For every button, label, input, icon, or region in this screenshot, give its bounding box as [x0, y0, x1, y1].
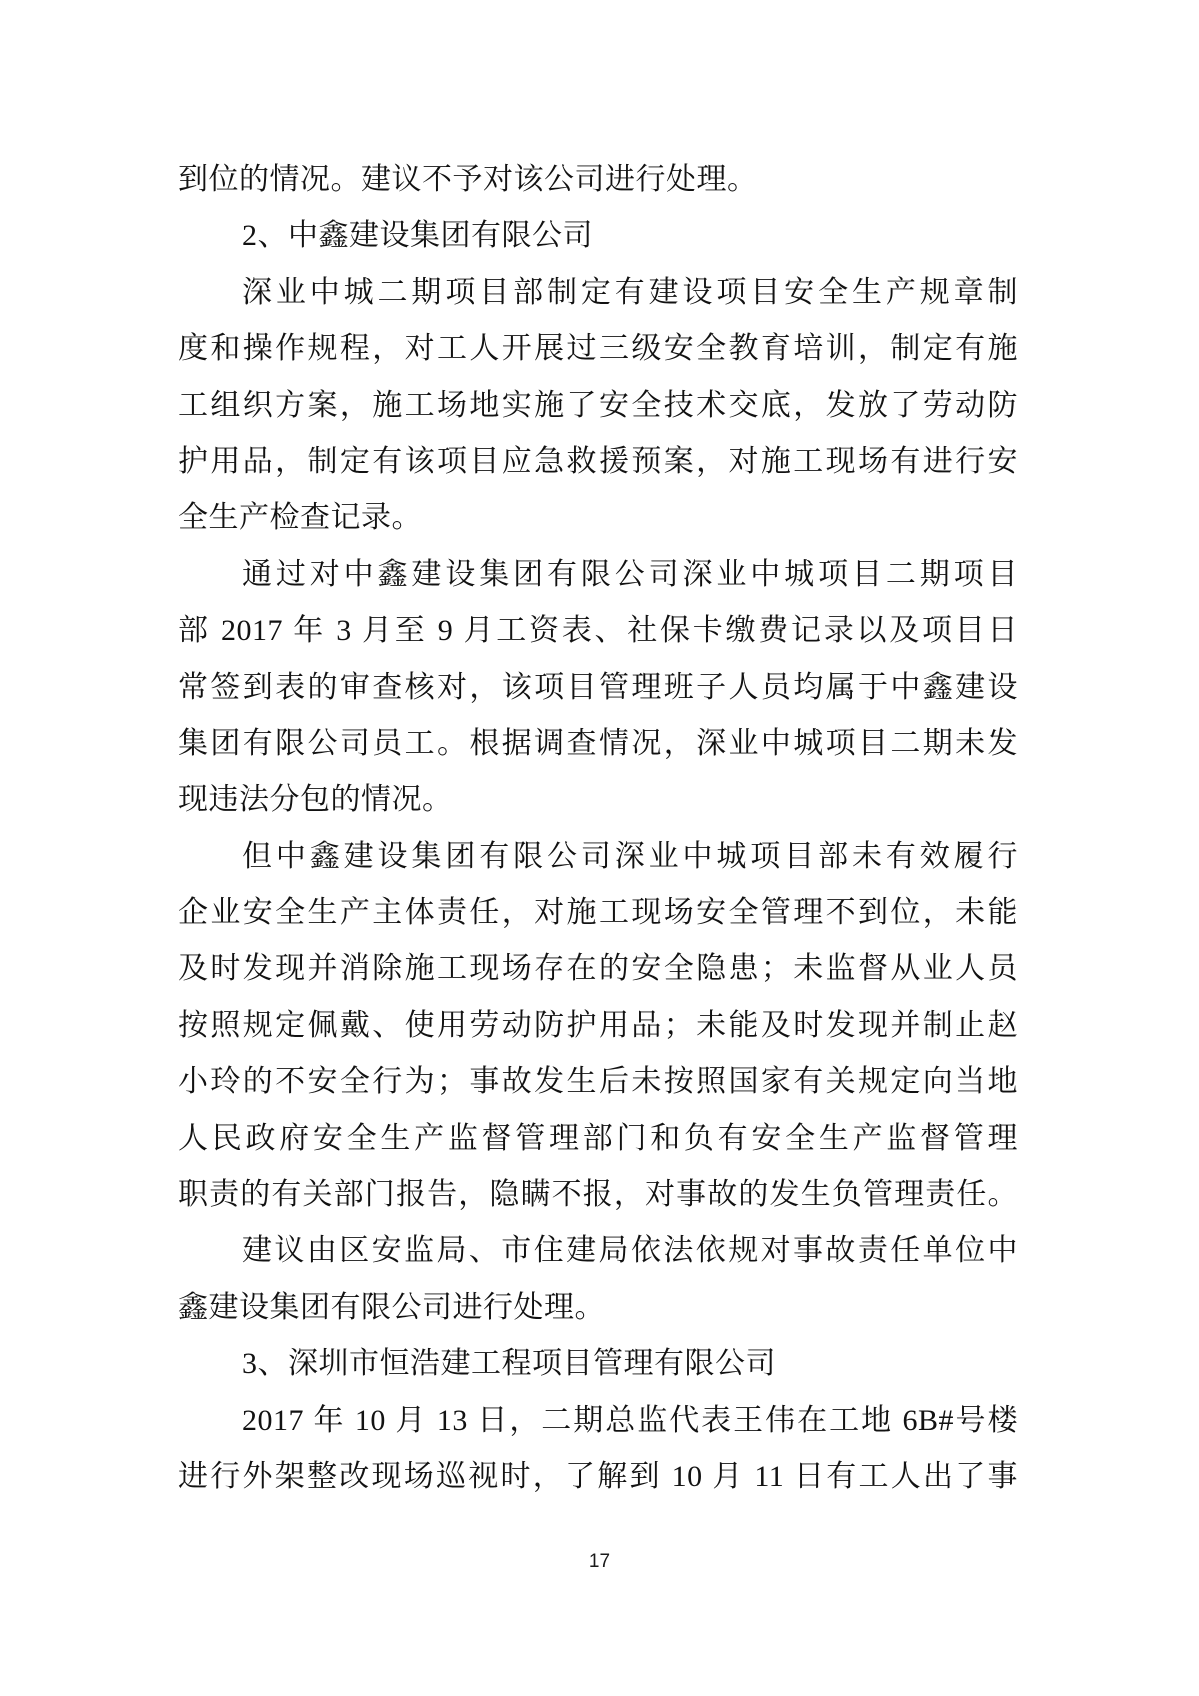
text-line: 度和操作规程，对工人开展过三级安全教育培训，制定有施 — [178, 332, 1018, 366]
text-line: 到位的情况。建议不予对该公司进行处理。 — [178, 163, 758, 196]
text-line: 进行外架整改现场巡视时，了解到 10 月 11 日有工人出了事 — [178, 1459, 1018, 1493]
text-line: 深业中城二期项目部制定有建设项目安全生产规章制 — [242, 275, 1018, 309]
text-line: 全生产检查记录。 — [178, 501, 422, 535]
text-line: 现违法分包的情况。 — [178, 783, 453, 817]
text-line: 通过对中鑫建设集团有限公司深业中城项目二期项目 — [242, 557, 1018, 591]
text-line: 集团有限公司员工。根据调查情况，深业中城项目二期未发 — [178, 726, 1018, 760]
page-number: 17 — [588, 1551, 611, 1572]
text-line: 常签到表的审查核对，该项目管理班子人员均属于中鑫建设 — [178, 670, 1018, 704]
text-line: 鑫建设集团有限公司进行处理。 — [178, 1290, 605, 1324]
text-line: 部 2017 年 3 月至 9 月工资表、社保卡缴费记录以及项目日 — [178, 614, 1018, 648]
text-line: 但中鑫建设集团有限公司深业中城项目部未有效履行 — [242, 839, 1018, 873]
text-line: 小玲的不安全行为；事故发生后未按照国家有关规定向当地 — [178, 1065, 1018, 1099]
text-line: 2017 年 10 月 13 日，二期总监代表王伟在工地 6B#号楼 — [242, 1403, 1018, 1437]
text-line: 护用品，制定有该项目应急救援预案，对施工现场有进行安 — [178, 444, 1018, 478]
body-text — [178, 152, 1018, 1505]
text-line: 职责的有关部门报告，隐瞒不报，对事故的发生负管理责任。 — [178, 1178, 1018, 1212]
text-line: 3、深圳市恒浩建工程项目管理有限公司 — [242, 1347, 776, 1381]
text-line: 2、中鑫建设集团有限公司 — [242, 219, 593, 253]
text-line: 建议由区安监局、市住建局依法依规对事故责任单位中 — [242, 1234, 1018, 1268]
text-line: 人民政府安全生产监督管理部门和负有安全生产监督管理 — [178, 1121, 1018, 1155]
text-line: 企业安全生产主体责任，对施工现场安全管理不到位，未能 — [178, 896, 1018, 930]
text-line: 及时发现并消除施工现场存在的安全隐患；未监督从业人员 — [178, 952, 1018, 986]
text-line: 按照规定佩戴、使用劳动防护用品；未能及时发现并制止赵 — [178, 1008, 1018, 1042]
text-line: 工组织方案，施工场地实施了安全技术交底，发放了劳动防 — [178, 388, 1018, 422]
